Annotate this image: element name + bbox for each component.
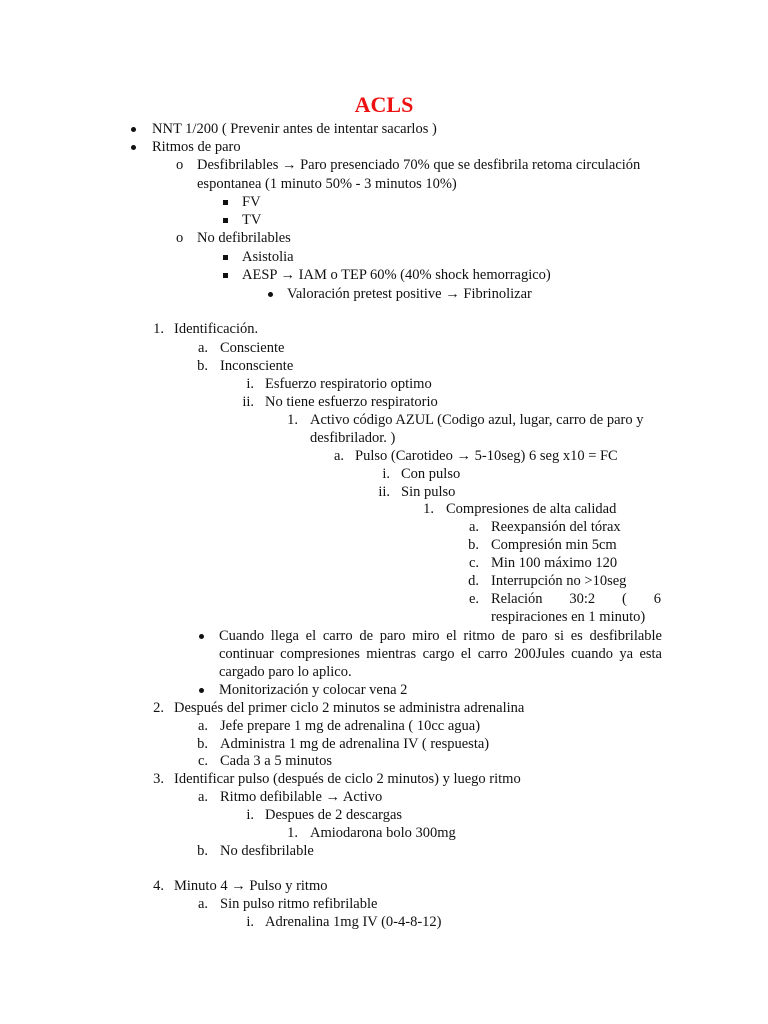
marker-letter: a.	[197, 718, 208, 734]
item-tv: TV	[242, 212, 262, 228]
marker-letter: e.	[468, 591, 479, 607]
item-cuando-llega: Cuando llega el carro de paro miro el ritmo de paro si es desfibrilable	[219, 628, 662, 644]
item-adrenalina-1mg: Adrenalina 1mg IV (0-4-8-12)	[265, 914, 442, 930]
arrow-icon: →	[445, 286, 460, 302]
item-minuto-4: Minuto 4 → Pulso y ritmo	[174, 878, 328, 894]
item-jefe-prepare: Jefe prepare 1 mg de adrenalina ( 10cc agua)	[220, 718, 481, 734]
item-ritmos-de-paro: Ritmos de paro	[152, 139, 241, 155]
item-identificar-pulso: Identificar pulso (después de ciclo 2 minutos) y luego ritmo	[174, 771, 521, 787]
item-consciente: Consciente	[220, 340, 285, 356]
item-aesp: AESP → IAM o TEP 60% (40% shock hemorragico)	[242, 267, 551, 283]
marker-letter: b.	[197, 736, 208, 752]
marker-number: 3.	[153, 771, 164, 787]
item-no-tiene-esfuerzo: No tiene esfuerzo respiratorio	[265, 394, 438, 410]
marker-roman: ii.	[242, 394, 254, 410]
item-reexpansion: Reexpansión del tórax	[491, 519, 621, 535]
item-administra: Administra 1 mg de adrenalina IV ( respuesta)	[220, 736, 490, 752]
item-sin-pulso-ritmo: Sin pulso ritmo refibrilable	[220, 896, 378, 912]
item-nnt: NNT 1/200 ( Prevenir antes de intentar sacarlos )	[152, 121, 437, 137]
marker-number: 1.	[153, 321, 164, 337]
marker-number: 2.	[153, 700, 164, 716]
bullet-disc	[199, 681, 204, 693]
marker-letter: a.	[468, 519, 479, 535]
item-relacion-cont: respiraciones en 1 minuto)	[491, 609, 646, 625]
item-cuando-llega-cont2: cargado paro lo aplico.	[219, 664, 352, 680]
item-no-defibrilables: No defibrilables	[197, 230, 291, 246]
marker-roman: i.	[246, 807, 254, 823]
marker-roman: i.	[382, 466, 390, 482]
item-pulso: Pulso (Carotideo → 5-10seg) 6 seg x10 = FC	[355, 448, 618, 464]
bullet-square	[223, 211, 228, 223]
item-esfuerzo: Esfuerzo respiratorio optimo	[265, 376, 432, 392]
item-inconsciente: Inconsciente	[220, 358, 294, 374]
item-sin-pulso: Sin pulso	[401, 484, 456, 500]
item-min-100: Min 100 máximo 120	[491, 555, 618, 571]
bullet-circle: o	[176, 157, 184, 173]
marker-number: 4.	[153, 878, 164, 894]
item-compresiones: Compresiones de alta calidad	[446, 501, 617, 517]
marker-number: 1.	[287, 412, 298, 428]
marker-number: 1.	[423, 501, 434, 517]
item-desfibrilables: Desfibrilables → Paro presenciado 70% que se desfibrila retoma circulación	[197, 157, 641, 173]
bullet-circle: o	[176, 230, 184, 246]
arrow-icon: →	[325, 789, 341, 805]
item-cada-3-a-5: Cada 3 a 5 minutos	[220, 753, 332, 769]
arrow-icon: →	[456, 448, 471, 464]
item-monitorizacion: Monitorización y colocar vena 2	[219, 682, 408, 698]
item-con-pulso: Con pulso	[401, 466, 461, 482]
marker-letter: a.	[333, 448, 344, 464]
item-identificacion: Identificación.	[174, 321, 259, 337]
item-interrupcion: Interrupción no >10seg	[491, 573, 627, 589]
marker-letter: b.	[197, 843, 208, 859]
item-activo-codigo-azul: Activo código AZUL (Codigo azul, lugar, carro de paro y	[310, 412, 644, 428]
item-desfibrilables-cont: espontanea (1 minuto 50% - 3 minutos 10%)	[197, 176, 457, 192]
marker-letter: b.	[197, 358, 208, 374]
marker-letter: c.	[468, 555, 479, 571]
document-title: ACLS	[354, 92, 414, 117]
bullet-square	[223, 193, 228, 205]
item-despues-descargas: Despues de 2 descargas	[265, 807, 403, 823]
arrow-icon: →	[281, 157, 297, 173]
marker-letter: b.	[468, 537, 479, 553]
marker-roman: i.	[246, 376, 254, 392]
item-fv: FV	[242, 194, 261, 210]
marker-number: 1.	[287, 825, 298, 841]
item-despues-primer-ciclo: Después del primer ciclo 2 minutos se administra adrenalina	[174, 700, 525, 716]
marker-roman: ii.	[378, 484, 390, 500]
item-asistolia: Asistolia	[242, 249, 294, 265]
item-valoracion: Valoración pretest positive → Fibrinolizar	[287, 286, 532, 302]
item-compresion-min: Compresión min 5cm	[491, 537, 617, 553]
marker-letter: c.	[197, 753, 208, 769]
marker-letter: a.	[197, 789, 208, 805]
item-no-desfibrilable: No desfibrilable	[220, 843, 314, 859]
item-relacion: Relación 30:2 ( 6	[491, 591, 661, 607]
marker-roman: i.	[246, 914, 254, 930]
bullet-disc	[131, 138, 136, 150]
bullet-disc	[131, 120, 136, 132]
bullet-disc	[268, 285, 273, 297]
arrow-icon: →	[280, 267, 296, 283]
marker-letter: a.	[197, 340, 208, 356]
item-cuando-llega-cont: continuar compresiones mientras cargo el carro 200Jules cuando ya esta	[219, 646, 662, 662]
item-amiodarona: Amiodarona bolo 300mg	[310, 825, 456, 841]
bullet-square	[223, 248, 228, 260]
marker-letter: d.	[468, 573, 479, 589]
bullet-square	[223, 266, 228, 278]
item-activo-codigo-azul-cont: desfibrilador. )	[310, 430, 396, 446]
item-ritmo-defibilable: Ritmo defibilable → Activo	[220, 789, 383, 805]
marker-letter: a.	[197, 896, 208, 912]
bullet-disc	[199, 627, 204, 639]
arrow-icon: →	[231, 878, 246, 894]
